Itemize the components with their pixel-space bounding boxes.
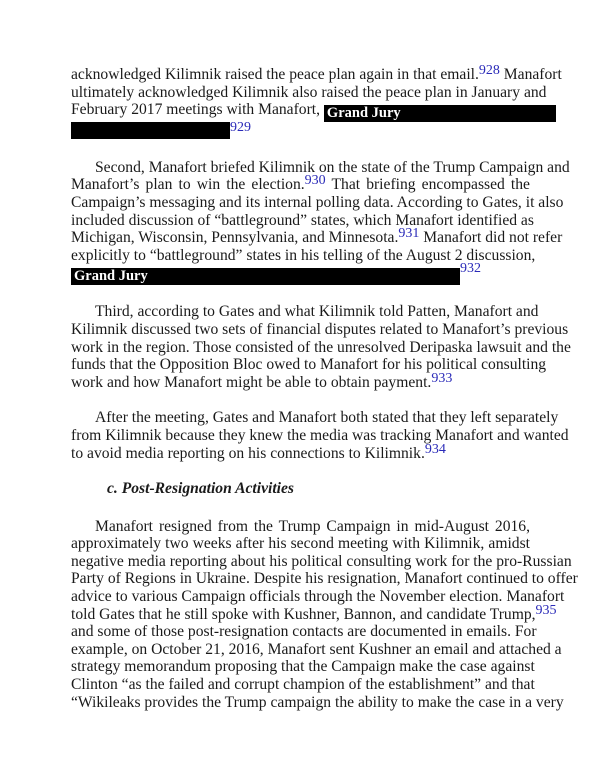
grand-jury-redaction: Grand Jury [324, 105, 556, 122]
paragraph-3 [71, 303, 571, 391]
text-line: example, on October 21, 2016, Manafort sent Kushner an email and attached a [71, 640, 562, 658]
paragraph-5 [71, 517, 578, 712]
paragraph-4 [71, 409, 569, 462]
text-line: After the meeting, Gates and Manafort both stated that they left separately [95, 409, 559, 427]
text-line: negative media reporting about his political consulting work for the pro-Russian [71, 552, 572, 570]
footnote-ref-930[interactable]: 930 [304, 173, 326, 189]
text-line: explicitly to “battleground” states in his telling of the August 2 discussion, [71, 246, 536, 264]
text-line: February 2017 meetings with Manafort, Grand Jury [71, 101, 530, 122]
text-line: advice to various Campaign officials through the November election. Manafort [71, 588, 565, 606]
text-line: Second, Manafort briefed Kilimnik on the state of the Trump Campaign and [95, 158, 570, 176]
text-line: included discussion of “battleground” states, which Manafort identified as [71, 211, 534, 229]
text-line: told Gates that he still spoke with Kushner, Bannon, and candidate Trump,935 [71, 602, 557, 623]
text-line: approximately two weeks after his second meeting with Kilimnik, amidst [71, 535, 530, 553]
text-line: Party of Regions in Ukraine. Despite his resignation, Manafort continued to offer [71, 570, 578, 588]
redaction-block [71, 122, 230, 139]
document-page [71, 63, 578, 729]
footnote-ref-935[interactable]: 935 [535, 602, 557, 618]
text-line: to avoid media reporting on his connections to Kilimnik.934 [71, 441, 446, 462]
text-line: funds that the Opposition Bloc owed to Manafort for his political consulting [71, 356, 547, 374]
footnote-ref-932[interactable]: 932 [460, 261, 481, 277]
text-line: Kilimnik discussed two sets of financial disputes related to Manafort’s previous [71, 320, 569, 338]
paragraph-2 [71, 158, 570, 286]
footnote-ref-933[interactable]: 933 [431, 370, 453, 386]
text-line [71, 261, 530, 285]
footnote-ref-934[interactable]: 934 [424, 441, 446, 457]
text-line: work and how Manafort might be able to obtain payment.933 [71, 370, 453, 391]
footnote-ref-931[interactable]: 931 [398, 226, 420, 242]
footnote-ref-929[interactable]: 929 [230, 120, 251, 136]
text-line: strategy memorandum proposing that the Campaign make the case against [71, 658, 535, 676]
text-line: ultimately acknowledged Kilimnik also raised the peace plan in January and [71, 83, 547, 101]
grand-jury-redaction: Grand Jury [71, 268, 460, 285]
text-line: acknowledged Kilimnik raised the peace plan again in that email.928 Manafort [71, 63, 562, 83]
section-heading: c. Post-Resignation Activities [107, 480, 294, 498]
text-line: and some of those post-resignation contacts are documented in emails. For [71, 623, 537, 641]
text-line: from Kilimnik because they knew the media was tracking Manafort and wanted [71, 426, 569, 444]
text-line: “Wikileaks provides the Trump campaign the ability to make the case in a very [71, 693, 564, 711]
footnote-ref-928[interactable]: 928 [478, 63, 500, 78]
paragraph-1 [71, 63, 562, 141]
text-line: Third, according to Gates and what Kilimnik told Patten, Manafort and [95, 303, 539, 321]
text-line: Manafort’s plan to win the election.930 That briefing encompassed the [71, 173, 530, 194]
text-line: work in the region. Those consisted of the unresolved Deripaska lawsuit and the [71, 338, 571, 356]
text-line: Michigan, Wisconsin, Pennsylvania, and Minnesota.931 Manafort did not refer [71, 226, 563, 247]
text-line: Clinton “as the failed and corrupt champion of the establishment” and that [71, 676, 535, 694]
text-line: Campaign’s messaging and its internal polling data. According to Gates, it also [71, 193, 564, 211]
text-line [71, 122, 530, 141]
text-line: Manafort resigned from the Trump Campaign in mid-August 2016, [95, 517, 530, 535]
